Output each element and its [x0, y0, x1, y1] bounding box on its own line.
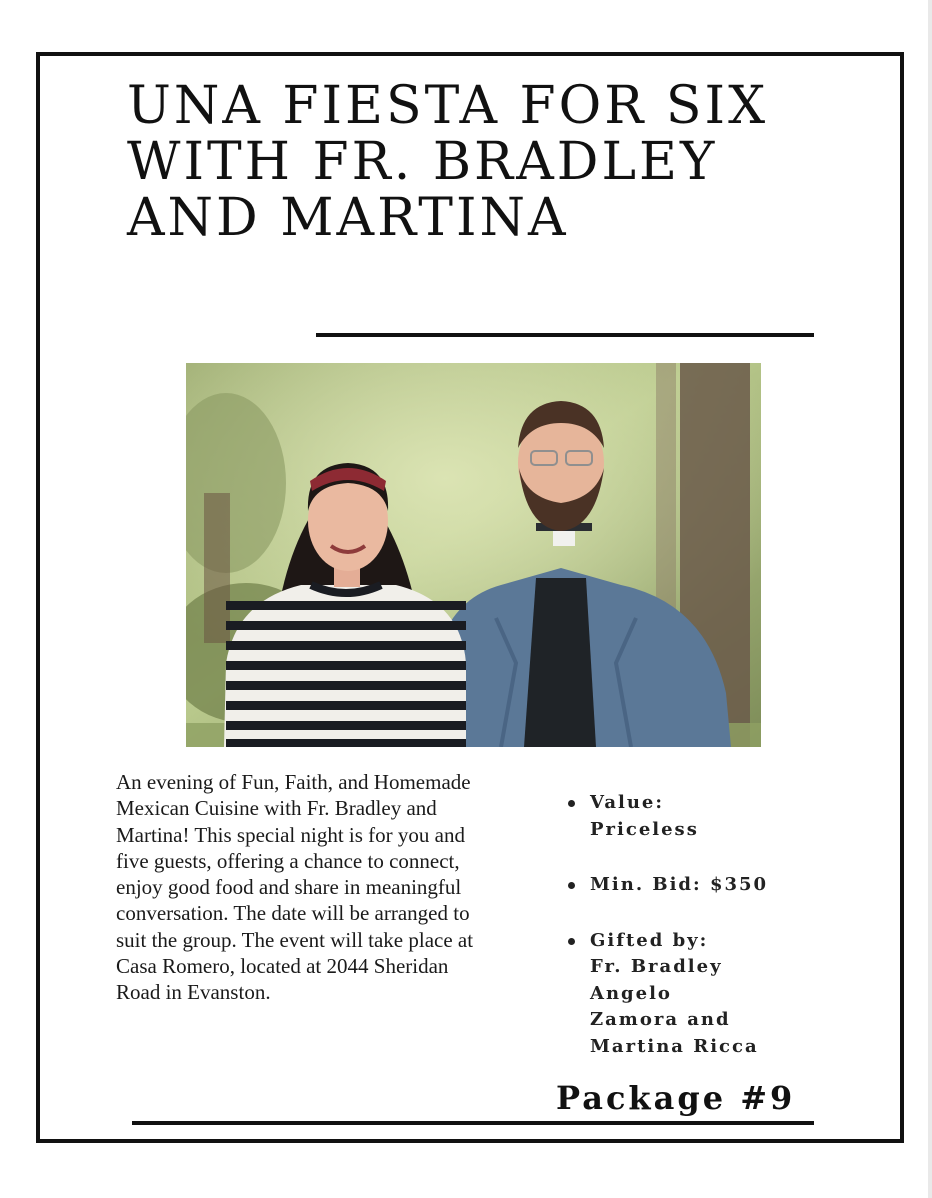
- package-title: UNA FIESTA FOR SIX WITH FR. BRADLEY AND MARTINA: [127, 76, 769, 248]
- gifted-by-item: [566, 928, 806, 1061]
- value-text: Priceless: [590, 818, 699, 840]
- min-bid-value: $350: [709, 874, 769, 895]
- value-item: [566, 790, 806, 843]
- page-edge: [928, 0, 932, 1198]
- gifted-by-value: Fr. Bradley Angelo Zamora and Martina Ricca: [590, 956, 759, 1057]
- package-description: An evening of Fun, Faith, and Homemade Mexican Cuisine with Fr. Bradley and Martina! This special night is for you and five guests, offering a chance to connect, enjoy good food and share in meaningful conversation. The date will be arranged to suit the group. The event will take place at Casa Romero, located at 2044 Sheridan Road in Evanston.: [116, 770, 474, 1005]
- gifted-by-label: Gifted by:: [590, 929, 709, 951]
- title-divider: [316, 333, 814, 337]
- package-number: Package #9: [556, 1079, 796, 1117]
- package-details-list: [566, 790, 806, 1089]
- value-label: Value:: [590, 792, 664, 813]
- couple-photo: [186, 363, 761, 747]
- min-bid-label: Min. Bid:: [590, 874, 702, 895]
- bottom-divider: [132, 1121, 814, 1125]
- min-bid-item: [566, 872, 806, 899]
